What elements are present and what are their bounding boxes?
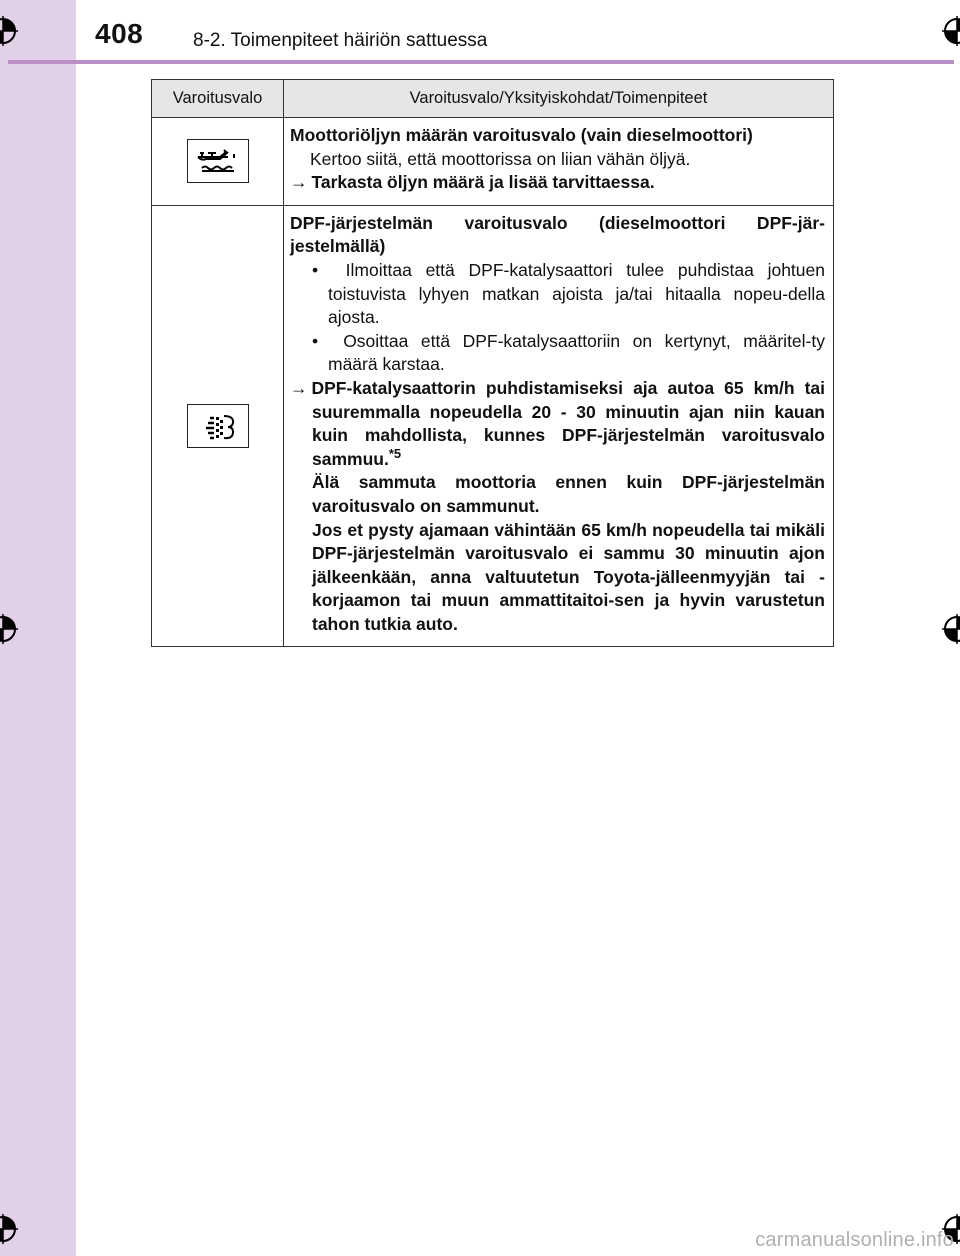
column-header-warning-light: Varoitusvalo [152, 80, 284, 118]
registration-mark-icon [940, 14, 960, 48]
registration-mark-icon [940, 612, 960, 646]
warning-light-table [151, 79, 834, 647]
registration-mark-icon [0, 612, 20, 646]
watermark: carmanualsonline.info [755, 1229, 954, 1251]
action-text: Jos et pysty ajamaan vähintään 65 km/h nopeudella tai mikäli DPF-järjestelmän varoitusvalo ei sammu 30 minuutin ajon jälkeenkään, anna valtuutetun Toyota-jälleenmyyjän tai -korjaamon tai muun ammattitaitoi-sen ja hyvin varustetun tahon tutkia auto. [312, 519, 825, 634]
table-header-row [152, 80, 834, 118]
bullet-text: Osoittaa että DPF-katalysaattoriin on kertynyt, määritel-ty määrä karstaa. [328, 330, 825, 375]
action-text: Älä sammuta moottoria ennen kuin DPF-järjestelmän varoitusvalo on sammunut. [312, 472, 825, 516]
bullet-mark: • [312, 330, 319, 351]
header-rule [8, 60, 954, 64]
arrow-icon: → [290, 377, 308, 398]
arrow-icon: → [290, 172, 308, 193]
action-text: Tarkasta öljyn määrä ja lisää tarvittaessa. [311, 172, 655, 193]
action-block [290, 377, 825, 471]
section-title: 8-2. Toimenpiteet häiriön sattuessa [193, 30, 488, 51]
warning-description: Kertoo siitä, että moottorissa on liian vähän öljyä. [310, 148, 691, 169]
bullet-text: Ilmoittaa että DPF-katalysaattori tulee puhdistaa johtuen toistuvista lyhyen matkan ajoista ja/tai hitaalla nopeu-della ajosta. [328, 259, 825, 328]
registration-mark-icon [0, 1212, 20, 1246]
action-line [290, 171, 825, 195]
details-cell [284, 205, 834, 647]
table-row [152, 118, 834, 206]
bullet-mark: • [312, 259, 319, 280]
registration-mark-icon [0, 14, 20, 48]
table-row [152, 205, 834, 647]
list-item [290, 259, 825, 330]
footnote-ref: *5 [388, 445, 402, 461]
details-cell [284, 118, 834, 206]
dpf-warning-icon [187, 404, 249, 448]
page-number: 408 [95, 18, 144, 49]
column-header-details: Varoitusvalo/Yksityiskohdat/Toimenpiteet [284, 80, 834, 118]
icon-cell [152, 118, 284, 206]
warning-title: DPF-järjestelmän varoitusvalo (dieselmoottori DPF-jär-jestelmällä) [290, 212, 825, 257]
warning-title: Moottoriöljyn määrän varoitusvalo (vain dieselmoottori) [290, 125, 753, 145]
list-item [290, 330, 825, 377]
engine-oil-level-warning-icon [187, 139, 249, 183]
action-text: DPF-katalysaattorin puhdistamiseksi aja autoa 65 km/h tai suuremmalla nopeudella 20 - 30 minuutin ajan niin kauan kuin mahdollista, kunnes DPF-järjestelmän varoitusvalo sammuu. [311, 377, 825, 469]
icon-cell [152, 205, 284, 647]
